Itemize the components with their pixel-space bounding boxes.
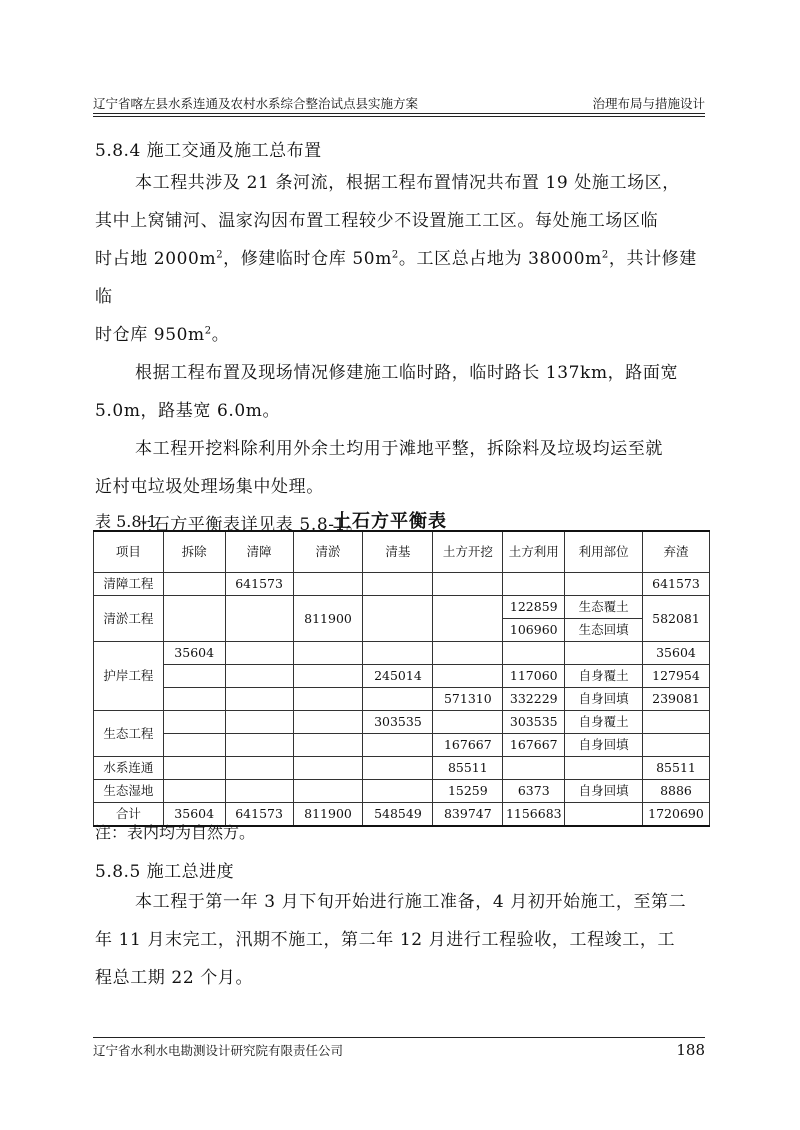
table-cell: 106960 bbox=[503, 619, 565, 642]
table-cell bbox=[163, 573, 225, 596]
section-5-8-4-body bbox=[95, 164, 707, 544]
table-cell bbox=[433, 596, 503, 642]
table-cell: 自身覆土 bbox=[565, 711, 643, 734]
paragraph-line: 年 11 月末完工，汛期不施工，第二年 12 月进行工程验收，工程竣工，工 bbox=[95, 930, 676, 950]
table-cell bbox=[433, 642, 503, 665]
table-cell: 811900 bbox=[293, 803, 363, 827]
table-cell bbox=[565, 757, 643, 780]
paragraph-line: 时仓库 $950m^2$。 bbox=[95, 325, 230, 345]
table-number: 表 5.8-1 bbox=[95, 512, 158, 531]
table-cell: 35604 bbox=[163, 642, 225, 665]
row-label: 生态湿地 bbox=[94, 780, 164, 803]
paragraph-line: 本工程于第一年 3 月下旬开始进行施工准备，4 月初开始施工，至第二 bbox=[135, 892, 687, 912]
table-cell bbox=[293, 573, 363, 596]
header-rule-thin bbox=[93, 116, 705, 117]
table-cell: 839747 bbox=[433, 803, 503, 827]
table-cell: 85511 bbox=[642, 757, 709, 780]
table-cell: 自身回填 bbox=[565, 734, 643, 757]
table-cell: 332229 bbox=[503, 688, 565, 711]
table-cell bbox=[163, 596, 225, 642]
table-cell bbox=[503, 573, 565, 596]
table-cell bbox=[293, 688, 363, 711]
table-cell: 1156683 bbox=[503, 803, 565, 827]
paragraph-line: 本工程开挖料除利用外余土均用于滩地平整，拆除料及垃圾均运至就 bbox=[135, 439, 663, 459]
table-cell: 303535 bbox=[363, 711, 433, 734]
paragraph-line: 本工程共涉及 21 条河流，根据工程布置情况共布置 19 处施工场区， bbox=[135, 173, 680, 193]
table-cell bbox=[163, 757, 225, 780]
table-cell: 122859 bbox=[503, 596, 565, 619]
table-cell: 35604 bbox=[642, 642, 709, 665]
table-cell bbox=[433, 665, 503, 688]
table-cell bbox=[163, 734, 225, 757]
table-cell: 641573 bbox=[225, 573, 293, 596]
footer-rule bbox=[93, 1037, 705, 1038]
table-cell bbox=[163, 780, 225, 803]
table-cell bbox=[503, 642, 565, 665]
row-label: 护岸工程 bbox=[94, 642, 164, 711]
page-footer bbox=[93, 1041, 705, 1059]
table-header-cell: 项目 bbox=[94, 531, 164, 573]
table-title: 土石方平衡表 bbox=[333, 511, 447, 532]
table-row bbox=[94, 665, 710, 688]
table-cell bbox=[565, 573, 643, 596]
table-cell bbox=[642, 734, 709, 757]
table-cell bbox=[225, 780, 293, 803]
page-header bbox=[93, 92, 705, 114]
table-cell: 自身覆土 bbox=[565, 665, 643, 688]
table-cell bbox=[433, 573, 503, 596]
paragraph-line: 时占地 $2000m^2$，修建临时仓库 $50m^2$。工区总占地为 $38000m^2$，共计修建临 bbox=[95, 249, 697, 307]
table-row bbox=[94, 596, 710, 619]
table-cell bbox=[503, 757, 565, 780]
table-cell bbox=[225, 665, 293, 688]
table-cell bbox=[293, 711, 363, 734]
section-5-8-5-body bbox=[95, 883, 707, 997]
table-cell bbox=[363, 642, 433, 665]
table-cell: 117060 bbox=[503, 665, 565, 688]
row-label: 清障工程 bbox=[94, 573, 164, 596]
table-header-cell: 清障 bbox=[225, 531, 293, 573]
table-header-cell: 拆除 bbox=[163, 531, 225, 573]
paragraph-line: 其中上窝铺河、温家沟因布置工程较少不设置施工工区。每处施工场区临 bbox=[95, 211, 659, 231]
table-cell: 自身回填 bbox=[565, 688, 643, 711]
table-cell: 15259 bbox=[433, 780, 503, 803]
table-row bbox=[94, 757, 710, 780]
footer-organization: 辽宁省水利水电勘测设计研究院有限责任公司 bbox=[93, 1043, 344, 1058]
paragraph-line: 土石方平衡表详见表 5.8-1。 bbox=[135, 515, 364, 535]
table-cell: 35604 bbox=[163, 803, 225, 827]
table-cell: 571310 bbox=[433, 688, 503, 711]
table-header-cell: 土方开挖 bbox=[433, 531, 503, 573]
page-number: 188 bbox=[676, 1041, 705, 1059]
table-row bbox=[94, 711, 710, 734]
table-cell: 自身回填 bbox=[565, 780, 643, 803]
table-row bbox=[94, 642, 710, 665]
table-cell bbox=[225, 734, 293, 757]
table-row bbox=[94, 780, 710, 803]
table-cell bbox=[363, 688, 433, 711]
paragraph-line: 5.0m，路基宽 6.0m。 bbox=[95, 401, 281, 421]
table-cell: 生态覆土 bbox=[565, 596, 643, 619]
earthwork-balance-table bbox=[93, 530, 710, 827]
table-cell: 245014 bbox=[363, 665, 433, 688]
table-header-cell: 利用部位 bbox=[565, 531, 643, 573]
table-cell bbox=[163, 711, 225, 734]
table-cell: 167667 bbox=[503, 734, 565, 757]
section-heading-5-8-4: 5.8.4 施工交通及施工总布置 bbox=[95, 141, 322, 161]
table-cell bbox=[293, 642, 363, 665]
table-cell: 303535 bbox=[503, 711, 565, 734]
table-header-row bbox=[94, 531, 710, 573]
paragraph-line: 根据工程布置及现场情况修建施工临时路，临时路长 137km，路面宽 bbox=[135, 363, 679, 383]
table-cell bbox=[225, 711, 293, 734]
table-cell: 1720690 bbox=[642, 803, 709, 827]
table-cell: 641573 bbox=[642, 573, 709, 596]
table-header-cell: 弃渣 bbox=[642, 531, 709, 573]
table-cell bbox=[225, 688, 293, 711]
table-cell: 239081 bbox=[642, 688, 709, 711]
row-label: 水系连通 bbox=[94, 757, 164, 780]
row-label: 清淤工程 bbox=[94, 596, 164, 642]
table-cell: 生态回填 bbox=[565, 619, 643, 642]
table-note: 注：表内均为自然方。 bbox=[95, 823, 256, 842]
table-cell bbox=[363, 596, 433, 642]
table-cell: 85511 bbox=[433, 757, 503, 780]
table-cell: 582081 bbox=[642, 596, 709, 642]
table-cell bbox=[163, 688, 225, 711]
table-row bbox=[94, 573, 710, 596]
table-cell: 811900 bbox=[293, 596, 363, 642]
table-cell bbox=[565, 642, 643, 665]
table-cell: 548549 bbox=[363, 803, 433, 827]
table-cell bbox=[293, 665, 363, 688]
table-cell: 127954 bbox=[642, 665, 709, 688]
table-cell bbox=[225, 642, 293, 665]
paragraph-line: 程总工期 22 个月。 bbox=[95, 968, 254, 988]
table-cell bbox=[642, 711, 709, 734]
paragraph-line: 近村屯垃圾处理场集中处理。 bbox=[95, 477, 324, 497]
table-cell bbox=[225, 757, 293, 780]
section-heading-5-8-5: 5.8.5 施工总进度 bbox=[95, 862, 235, 882]
table-cell bbox=[293, 780, 363, 803]
table-cell bbox=[363, 780, 433, 803]
row-label: 生态工程 bbox=[94, 711, 164, 757]
table-cell bbox=[565, 803, 643, 827]
table-cell: 167667 bbox=[433, 734, 503, 757]
table-cell: 641573 bbox=[225, 803, 293, 827]
table-caption bbox=[95, 509, 707, 531]
table-header-cell: 土方利用 bbox=[503, 531, 565, 573]
table-cell bbox=[293, 757, 363, 780]
table-cell bbox=[163, 665, 225, 688]
table-header-cell: 清淤 bbox=[293, 531, 363, 573]
table-row bbox=[94, 734, 710, 757]
table-cell bbox=[293, 734, 363, 757]
table-cell: 8886 bbox=[642, 780, 709, 803]
table-cell bbox=[363, 757, 433, 780]
table-cell bbox=[363, 734, 433, 757]
header-document-title: 辽宁省喀左县水系连通及农村水系综合整治试点县实施方案 bbox=[93, 96, 419, 111]
table-header-cell: 清基 bbox=[363, 531, 433, 573]
table-cell: 6373 bbox=[503, 780, 565, 803]
table-cell bbox=[363, 573, 433, 596]
header-rule bbox=[93, 113, 705, 114]
table-row bbox=[94, 688, 710, 711]
table-cell bbox=[225, 596, 293, 642]
header-chapter-title: 治理布局与措施设计 bbox=[592, 96, 705, 111]
table-cell bbox=[433, 711, 503, 734]
row-label: 合计 bbox=[94, 803, 164, 827]
